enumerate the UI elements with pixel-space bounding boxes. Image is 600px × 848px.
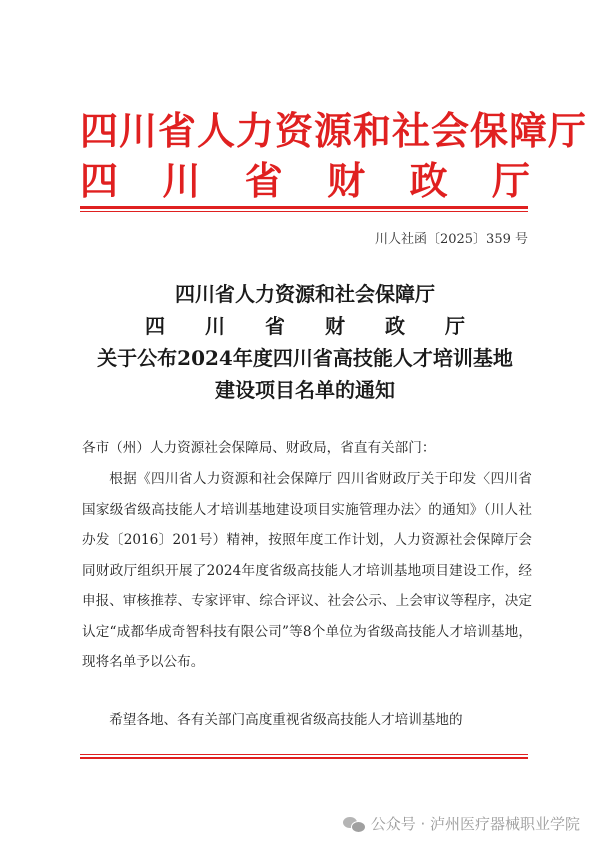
title-line-4: 建设项目名单的通知 [215,378,395,402]
issuer-char: 财 [327,158,366,203]
title-char: 四 [145,314,165,338]
issuer-char: 政 [409,158,448,203]
document-number: 川人社函〔2025〕359 号 [374,232,528,247]
watermark-text: 公众号 · 泸州医疗器械职业学院 [370,815,580,833]
watermark [343,813,580,834]
title-char: 厅 [445,314,465,338]
footer-divider-thin [80,754,528,755]
header-divider [80,206,528,209]
issuer-line-1: 四川省人力资源和社会保障厅 [80,108,588,153]
issuer-char: 省 [244,158,283,203]
title-line-1: 四川省人力资源和社会保障厅 [175,282,435,306]
issuer-char: 四 [80,158,119,203]
issuer-char: 厅 [491,158,530,203]
issuer-line-2 [80,150,530,205]
title-line-2 [90,310,520,339]
body-paragraph-2: 希望各地、各有关部门高度重视省级高技能人才培训基地的 [109,712,463,728]
body-paragraph-1: 根据《四川省人力资源和社会保障厅 四川省财政厅关于印发〈四川省国家级省级高技能人才培训基地建设项目实施管理办法〉的通知》（川人社办发〔2016〕201号）精神，按照年度工作计划，人力资源社会保障厅会同财政厅组织开展了2024年度省级高技能人才培训基地项目建设工作，经申报、审核推荐、专家评审、综合评议、社会公示、上会审议等程序，决定认定“成都华成奇智科技有限公司”等8个单位为省级高技能人才培训基地，现将名单予以公布。 [82,471,532,670]
header-divider-thin [80,211,528,212]
title-line-3: 关于公布2024年度四川省高技能人才培训基地 [97,346,513,370]
footer-divider [80,757,528,759]
title-char: 省 [265,314,285,338]
title-char: 财 [325,314,345,338]
salutation: 各市（州）人力资源社会保障局、财政局，省直有关部门： [82,440,436,456]
issuer-char: 川 [162,158,201,203]
title-char: 川 [205,314,225,338]
title-char: 政 [385,314,405,338]
wechat-icon [343,815,365,833]
